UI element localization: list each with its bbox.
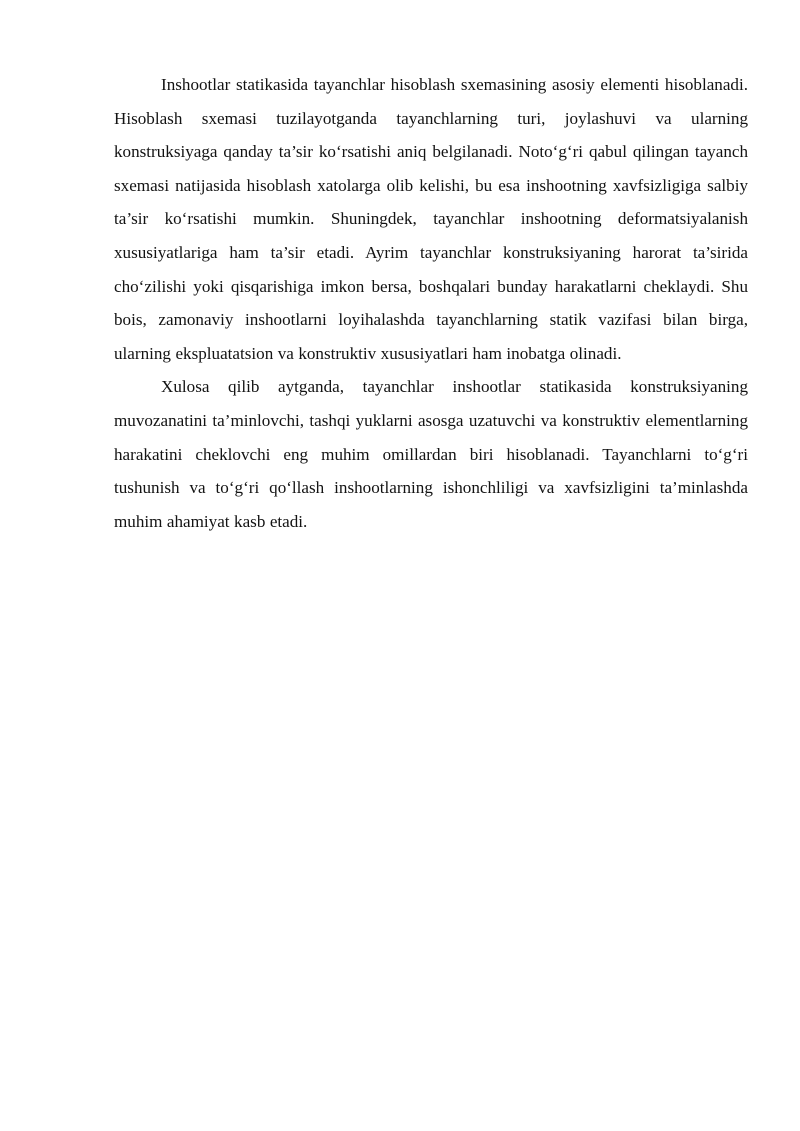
- body-paragraph-2: Xulosa qilib aytganda, tayanchlar inshootlar statikasida konstruksiyaning muvozanatini ta’minlovchi, tashqi yuklarni asosga uzatuvchi va konstruktiv elementlarning harakatini cheklovchi eng muhim omillardan biri hisoblanadi. Tayanchlarni toʻgʻri tushunish va toʻgʻri qoʻllash inshootlarning ishonchliligi va xavfsizligini ta’minlashda muhim ahamiyat kasb etadi.: [114, 377, 748, 531]
- body-paragraph-1: Inshootlar statikasida tayanchlar hisoblash sxemasining asosiy elementi hisoblanadi. Hisoblash sxemasi tuzilayotganda tayanchlarning turi, joylashuvi va ularning konstruksiyaga qanday ta’sir koʻrsatishi aniq belgilanadi. Notoʻgʻri qabul qilingan tayanch sxemasi natijasida hisoblash xatolarga olib kelishi, bu esa inshootning xavfsizligiga salbiy ta’sir koʻrsatishi mumkin. Shuningdek, tayanchlar inshootning deformatsiyalanish xususiyatlariga ham ta’sir etadi. Ayrim tayanchlar konstruksiyaning harorat ta’sirida choʻzilishi yoki qisqarishiga imkon bersa, boshqalari bunday harakatlarni cheklaydi. Shu bois, zamonaviy inshootlarni loyihalashda tayanchlarning statik vazifasi bilan birga, ularning ekspluatatsion va konstruktiv xususiyatlari ham inobatga olinadi.: [114, 75, 748, 363]
- document-text-body: [114, 68, 748, 538]
